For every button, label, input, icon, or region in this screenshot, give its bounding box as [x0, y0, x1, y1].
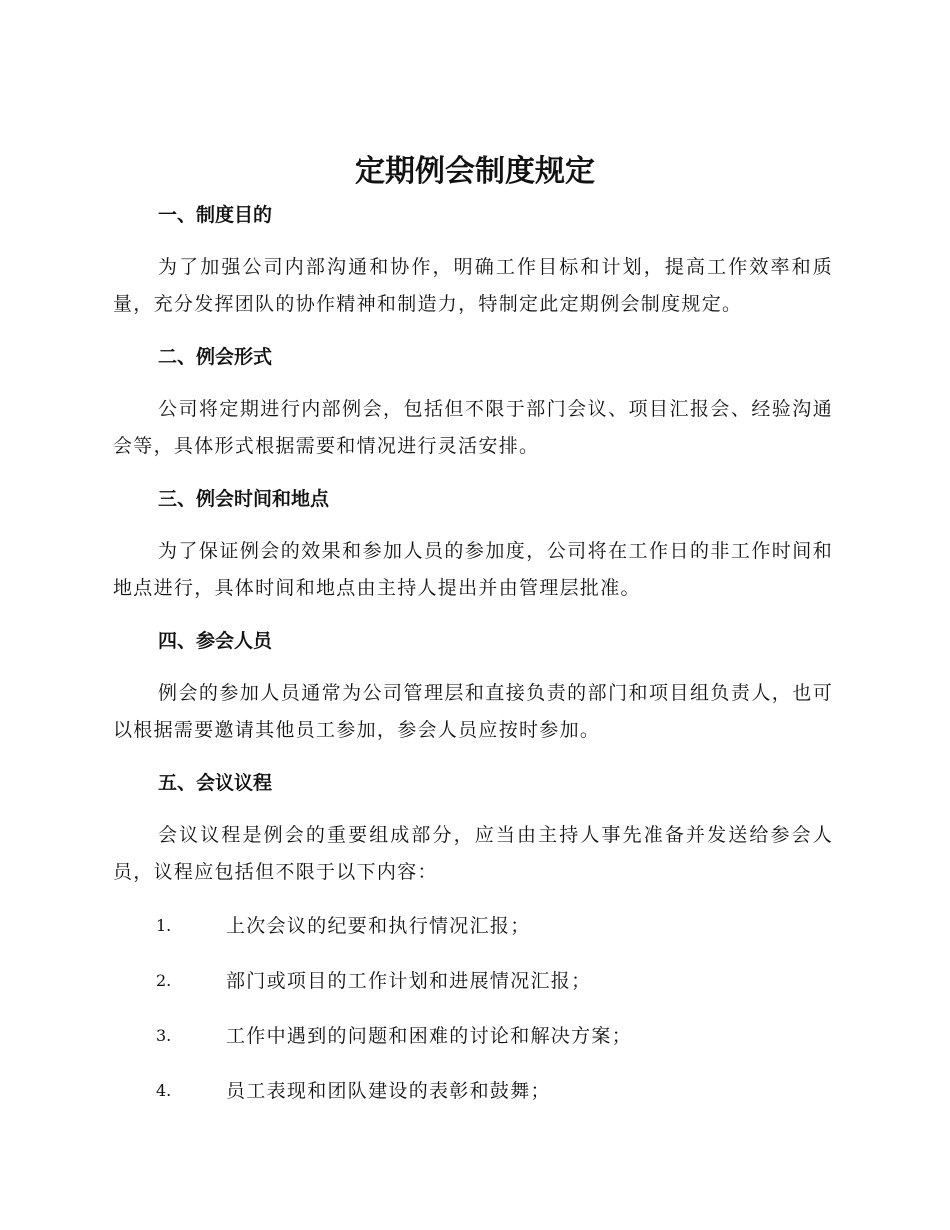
agenda-item-text: 部门或项目的工作计划和进展情况汇报；: [226, 970, 592, 992]
section-body-format: 公司将定期进行内部例会，包括但不限于部门会议、项目汇报会、经验沟通会等，具体形式根据需要和情况进行灵活安排。: [113, 398, 833, 457]
section-heading-format: 二、例会形式: [158, 346, 273, 368]
section-heading-time-place: 三、例会时间和地点: [158, 488, 330, 510]
agenda-item-text: 工作中遇到的问题和困难的讨论和解决方案；: [226, 1025, 633, 1047]
section-heading-agenda: 五、会议议程: [158, 772, 273, 794]
section-body-purpose: 为了加强公司内部沟通和协作，明确工作目标和计划，提高工作效率和质量，充分发挥团队的协作精神和制造力，特制定此定期例会制度规定。: [113, 256, 833, 315]
section-body-agenda: 会议议程是例会的重要组成部分，应当由主持人事先准备并发送给参会人员，议程应包括但不限于以下内容：: [113, 824, 833, 883]
section-body-attendees: 例会的参加人员通常为公司管理层和直接负责的部门和项目组负责人，也可以根据需要邀请其他员工参加，参会人员应按时参加。: [113, 682, 833, 741]
section-heading-purpose: 一、制度目的: [158, 204, 273, 226]
agenda-item-number: 1.: [156, 916, 172, 935]
agenda-item-text: 员工表现和团队建设的表彰和鼓舞；: [226, 1080, 551, 1102]
agenda-item-number: 3.: [156, 1026, 172, 1045]
section-body-time-place: 为了保证例会的效果和参加人员的参加度，公司将在工作日的非工作时间和地点进行，具体时间和地点由主持人提出并由管理层批准。: [113, 540, 833, 599]
agenda-item-number: 2.: [156, 971, 172, 990]
agenda-item-text: 上次会议的纪要和执行情况汇报；: [226, 915, 531, 937]
section-heading-attendees: 四、参会人员: [158, 630, 273, 652]
document-title: 定期例会制度规定: [355, 154, 595, 189]
agenda-item-number: 4.: [156, 1081, 172, 1100]
